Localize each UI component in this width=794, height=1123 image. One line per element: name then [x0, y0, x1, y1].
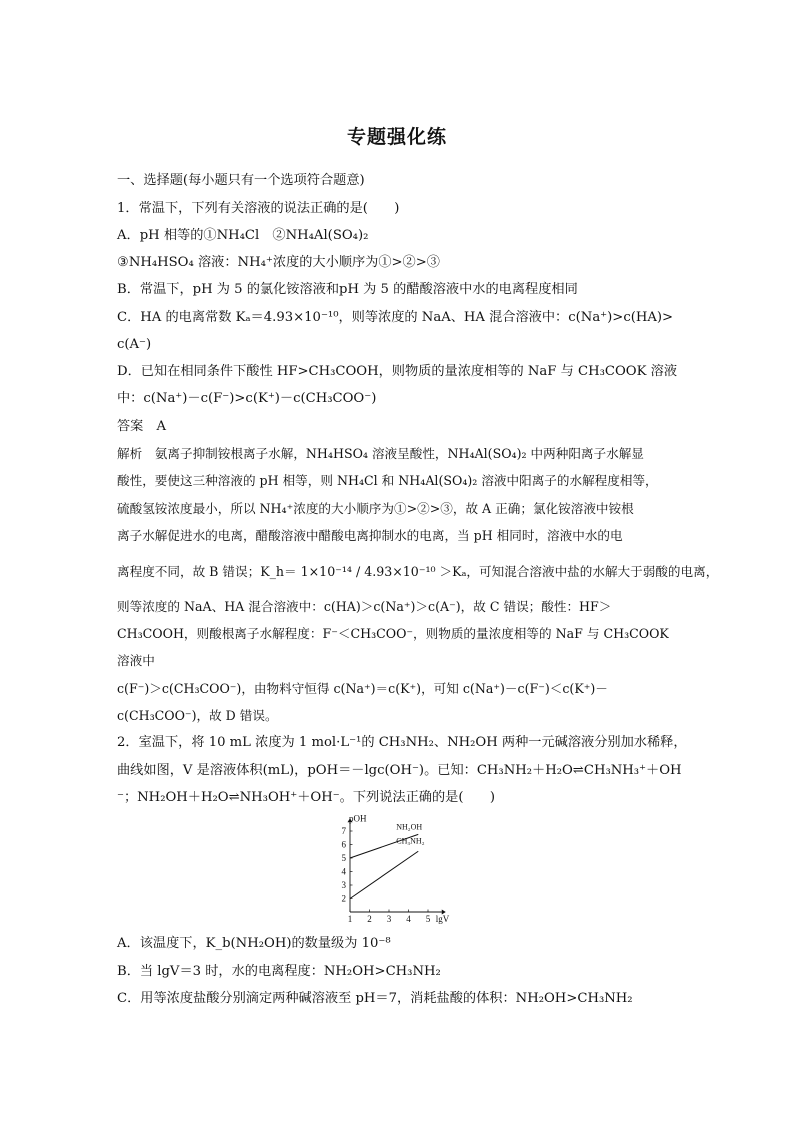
q1-option-c: C．HA 的电离常数 Kₐ＝4.93×10⁻¹⁰，则等浓度的 NaA、HA 混合溶液中：c(Na⁺)>c(HA)> — [117, 310, 674, 325]
y-tick-label: 2 — [341, 893, 346, 904]
y-tick-label: 3 — [341, 880, 346, 890]
x-axis-label: lgV — [435, 914, 450, 924]
x-tick-label: 3 — [386, 914, 392, 924]
x-tick-label: 4 — [406, 914, 411, 924]
y-tick-label: 4 — [341, 866, 346, 877]
q1-option-a: A．pH 相等的①NH₄Cl ②NH₄Al(SO₄)₂ — [117, 228, 369, 243]
question-1-stem: 1．常温下，下列有关溶液的说法正确的是( ) — [117, 201, 400, 216]
q1-explanation-line: 硫酸氢铵浓度最小，所以 NH₄⁺浓度的大小顺序为①>②>③，故 A 正确；氯化铵溶液中铵根 — [117, 501, 634, 516]
poh-vs-lgv-chart — [332, 812, 462, 927]
q1-answer: 答案 A — [117, 419, 167, 434]
q2-option-a: A．该温度下，K_b(NH₂OH)的数量级为 10⁻⁸ — [117, 936, 391, 951]
q1-option-a-cont: ③NH₄HSO₄ 溶液：NH₄⁺浓度的大小顺序为①>②>③ — [117, 255, 440, 270]
series-label: CH₃NH₂ — [396, 836, 425, 846]
q1-explanation-line: 溶液中 — [117, 653, 155, 668]
q1-explanation-line: 酸性，要使这三种溶液的 pH 相等，则 NH₄Cl 和 NH₄Al(SO₄)₂ 溶液中阳离子的水解程度相等， — [117, 473, 658, 488]
series-line — [350, 851, 418, 898]
q1-option-c-cont: c(A⁻) — [117, 337, 152, 352]
q1-option-b: B．常温下，pH 为 5 的氯化铵溶液和pH 为 5 的醋酸溶液中水的电离程度相同 — [117, 282, 578, 297]
q1-option-d: D．已知在相同条件下酸性 HF>CH₃COOH，则物质的量浓度相等的 NaF 与 CH₃COOK 溶液 — [117, 364, 678, 379]
q2-option-c: C．用等浓度盐酸分别滴定两种碱溶液至 pH＝7，消耗盐酸的体积：NH₂OH>CH₃NH₂ — [117, 991, 633, 1006]
x-tick-label: 1 — [347, 914, 353, 924]
series-label: NH₂OH — [396, 822, 423, 832]
q1-option-d-cont: 中：c(Na⁺)－c(F⁻)>c(K⁺)－c(CH₃COO⁻) — [117, 391, 377, 406]
q1-explanation-line: 解析 氨离子抑制铵根离子水解，NH₄HSO₄ 溶液呈酸性，NH₄Al(SO₄)₂ 中两种阳离子水解显 — [117, 446, 644, 461]
y-tick-label: 6 — [341, 839, 346, 850]
q1-explanation-line: 离子水解促进水的电离，醋酸溶液中醋酸电离抑制水的电离，当 pH 相同时，溶液中水的电 — [117, 528, 623, 543]
y-tick-label: 7 — [341, 826, 346, 836]
q1-explanation-line: c(F⁻)＞c(CH₃COO⁻)，由物料守恒得 c(Na⁺)＝c(K⁺)，可知 c(Na⁺)－c(F⁻)＜c(K⁺)－ — [117, 681, 608, 696]
x-tick-label: 2 — [367, 914, 372, 924]
q1-explanation-line: CH₃COOH，则酸根离子水解程度：F⁻＜CH₃COO⁻，则物质的量浓度相等的 NaF 与 CH₃COOK — [117, 626, 669, 641]
page-title: 专题强化练 — [346, 126, 447, 148]
question-2-stem-cont: 曲线如图，V 是溶液体积(mL)，pOH＝－lgc(OH⁻)。已知：CH₃NH₂＋H₂O⇌CH₃NH₃⁺＋OH — [117, 763, 682, 778]
q2-option-b: B．当 lgV＝3 时，水的电离程度：NH₂OH>CH₃NH₂ — [117, 964, 441, 979]
x-tick-label: 5 — [425, 914, 431, 924]
section-heading: 一、选择题(每小题只有一个选项符合题意) — [117, 173, 365, 188]
y-tick-label: 5 — [341, 853, 346, 863]
question-2-stem: 2．室温下，将 10 mL 浓度为 1 mol·L⁻¹的 CH₃NH₂、NH₂OH 两种一元碱溶液分别加水稀释， — [117, 735, 687, 750]
q1-explanation-line: 离程度不同，故 B 错误；K_h＝ 1×10⁻¹⁴ / 4.93×10⁻¹⁰ ＞Kₐ，可知混合溶液中盐的水解大于弱酸的电离， — [117, 564, 719, 579]
question-2-stem-cont: ⁻；NH₂OH＋H₂O⇌NH₃OH⁺＋OH⁻。下列说法正确的是( ) — [117, 790, 496, 805]
q1-explanation-line: 则等浓度的 NaA、HA 混合溶液中：c(HA)＞c(Na⁺)＞c(A⁻)，故 C 错误；酸性：HF＞ — [117, 599, 612, 614]
y-axis-label: pOH — [349, 813, 367, 824]
q1-explanation-line: c(CH₃COO⁻)，故 D 错误。 — [117, 708, 278, 723]
